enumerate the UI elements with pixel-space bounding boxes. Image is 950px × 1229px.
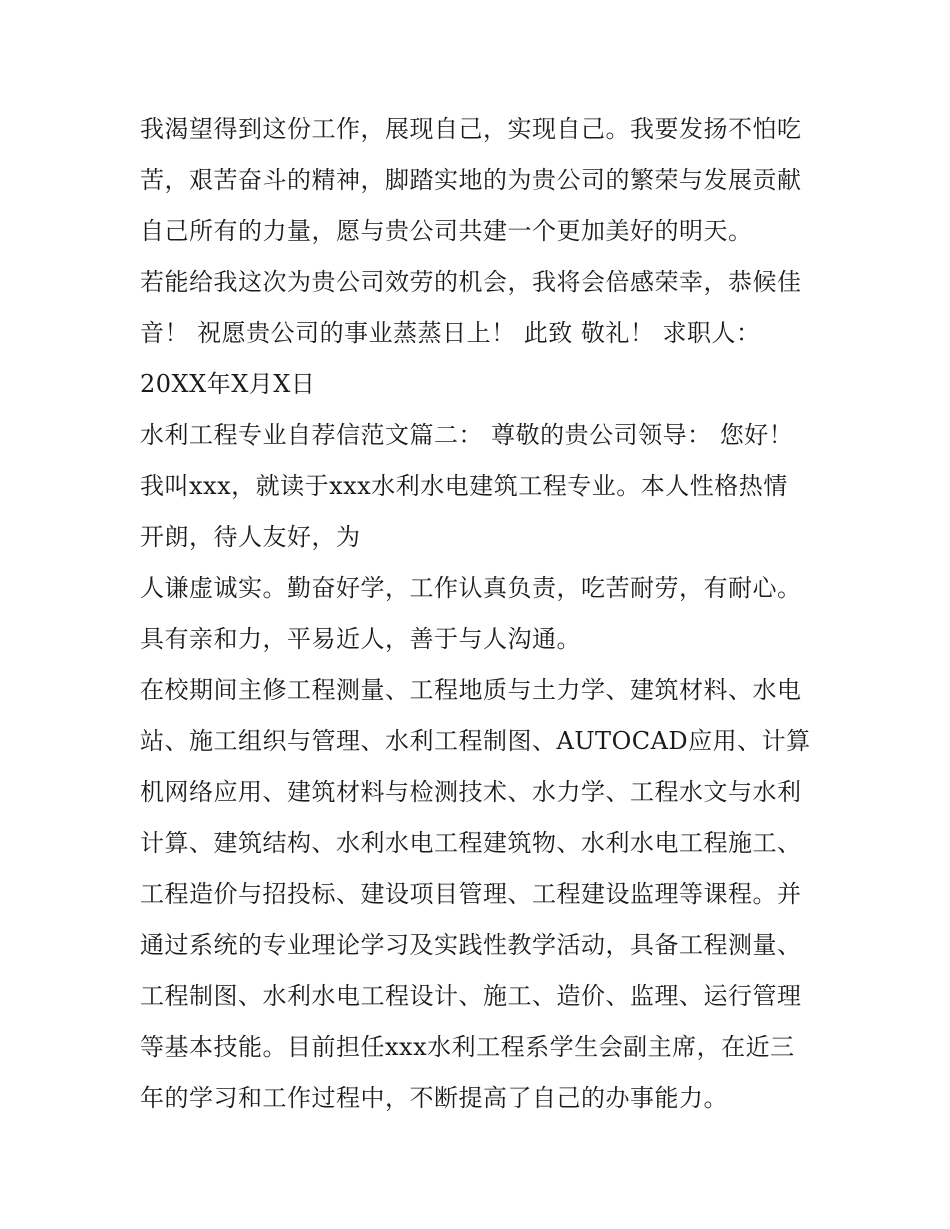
text-line: 站、施工组织与管理、水利工程制图、AUTOCAD应用、计算 bbox=[140, 727, 811, 755]
text-line: 机网络应用、建筑材料与检测技术、水力学、工程水文与水利 bbox=[140, 778, 802, 806]
text-line: 计算、建筑结构、水利水电工程建筑物、水利水电工程施工、 bbox=[140, 829, 802, 857]
date-line: 20XX年X月X日 bbox=[140, 370, 316, 398]
text-line: 工程制图、水利水电工程设计、施工、造价、监理、运行管理 bbox=[140, 982, 802, 1010]
text-line: 我叫xxx，就读于xxx水利水电建筑工程专业。本人性格热情 bbox=[140, 472, 788, 500]
text-line: 开朗，待人友好，为 bbox=[140, 523, 361, 551]
text-line: 人谦虚诚实。勤奋好学，工作认真负责，吃苦耐劳，有耐心。 bbox=[140, 574, 802, 602]
text-line: 在校期间主修工程测量、工程地质与土力学、建筑材料、水电 bbox=[140, 676, 802, 704]
section-heading-line: 水利工程专业自荐信范文篇二： 尊敬的贵公司领导： 您好！ bbox=[140, 421, 794, 449]
text-line: 具有亲和力，平易近人，善于与人沟通。 bbox=[140, 625, 581, 653]
text-line: 工程造价与招投标、建设项目管理、工程建设监理等课程。并 bbox=[140, 880, 802, 908]
text-line: 若能给我这次为贵公司效劳的机会，我将会倍感荣幸，恭候佳 bbox=[140, 268, 802, 296]
text-line: 通过系统的专业理论学习及实践性教学活动，具备工程测量、 bbox=[140, 931, 802, 959]
text-line: 自己所有的力量，愿与贵公司共建一个更加美好的明天。 bbox=[140, 217, 753, 245]
text-line: 音！ 祝愿贵公司的事业蒸蒸日上！ 此致 敬礼！ 求职人： bbox=[140, 319, 761, 347]
text-line: 苦，艰苦奋斗的精神，脚踏实地的为贵公司的繁荣与发展贡献 bbox=[140, 166, 802, 194]
document-body bbox=[140, 104, 820, 1124]
text-line: 年的学习和工作过程中，不断提高了自己的办事能力。 bbox=[140, 1084, 728, 1112]
text-line: 等基本技能。目前担任xxx水利工程系学生会副主席，在近三 bbox=[140, 1033, 795, 1061]
text-line: 我渴望得到这份工作，展现自己，实现自己。我要发扬不怕吃 bbox=[140, 115, 802, 143]
